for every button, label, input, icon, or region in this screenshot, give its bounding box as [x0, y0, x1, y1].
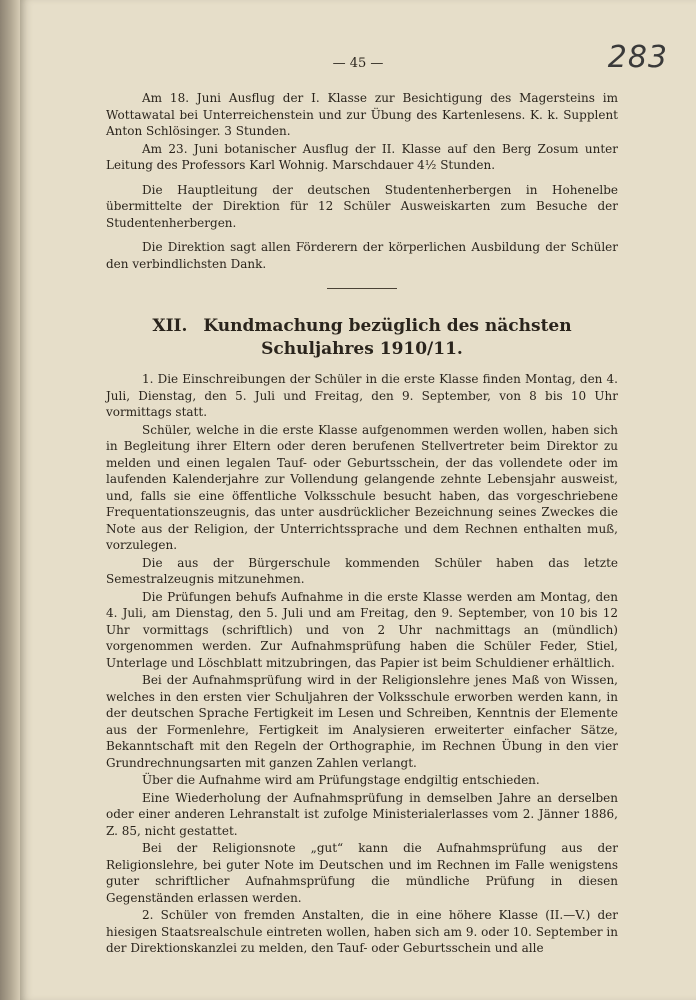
paragraph-exam-waiver: Bei der Religionsnote „gut“ kann die Aufnahmsprüfung aus der Religionslehre, bei guter Note im Deutschen und im Rechnen im Falle wenigstens guter schriftlicher Aufnahmsprüfung die mündliche Prüfung in diesen Gegenständen erlassen werden.: [106, 841, 618, 905]
paragraph-student-hostels: Die Hauptleitung der deutschen Studentenherbergen in Hohenelbe übermittelte der Direktion für 12 Schüler Ausweiskarten zum Besuche der Studentenherbergen.: [106, 182, 618, 230]
section-number: XII.: [152, 316, 188, 336]
paragraph-enrollment-dates: 1. Die Einschreibungen der Schüler in die erste Klasse finden Montag, den 4. Juli, Dienstag, den 5. Juli und Freitag, den 9. September, von 8 bis 10 Uhr vormittags statt.: [106, 372, 618, 419]
paragraph-transfer-students: 2. Schüler von fremden Anstalten, die in eine höhere Klasse (II.—V.) der hiesigen Staatsrealschule eintreten wollen, haben sich am 9. oder 10. September in der Direktionskanzlei zu melden, den Tauf- oder Geburtsschein und alle: [106, 908, 618, 955]
document-page: [20, 0, 696, 1000]
paragraph-exam-content: Bei der Aufnahmsprüfung wird in der Religionslehre jenes Maß von Wissen, welches in den ersten vier Schuljahren der Volksschule erworben werden kann, in der deutschen Sprache Fertigkeit im Lesen und Schreiben, Kenntnis der Elemente aus der Formenlehre, Fertigkeit im Analysieren erweiterter einfacher Sätze, Bekanntschaft mit den Regeln der Orthographie, im Rechnen Übung in den vier Grundrechnungsarten mit ganzen Zahlen verlangt.: [106, 673, 618, 770]
handwritten-page-note: 283: [607, 40, 668, 75]
page-number: — 45 —: [332, 56, 384, 71]
paragraph-excursion-2: Am 23. Juni botanischer Ausflug der II. Klasse auf den Berg Zosum unter Leitung des Professors Karl Wohnig. Marschdauer 4½ Stunden.: [106, 141, 618, 172]
section-heading: [106, 315, 618, 361]
paragraph-repeat-exam: Eine Wiederholung der Aufnahmsprüfung in demselben Jahre an derselben oder einer anderen Lehranstalt ist zufolge Ministerialerlasses vom 2. Jänner 1886, Z. 85, nicht gestattet.: [106, 790, 618, 838]
paragraph-admission-decision: Über die Aufnahme wird am Prüfungstage endgiltig entschieden.: [142, 773, 540, 787]
paragraph-thanks: Die Direktion sagt allen Förderern der körperlichen Ausbildung der Schüler den verbindlichsten Dank.: [106, 240, 618, 271]
paragraph-buergerschule: Die aus der Bürgerschule kommenden Schüler haben das letzte Semestralzeugnis mitzunehmen.: [106, 555, 618, 586]
section-title: Kundmachung bezüglich des nächsten Schuljahres 1910/11.: [203, 316, 572, 359]
paragraph-excursion-1: Am 18. Juni Ausflug der I. Klasse zur Besichtigung des Magersteins im Wottawatal bei Unterreichenstein und zur Übung des Kartenlesens. K. k. Supplent Anton Schlösinger. 3 Stunden.: [106, 91, 618, 138]
book-spine: [0, 0, 20, 1000]
paragraph-enrollment-requirements: Schüler, welche in die erste Klasse aufgenommen werden wollen, haben sich in Begleitung ihrer Eltern oder deren berufenen Stellvertreter beim Direktor zu melden und einen legalen Tauf- oder Geburtsschein, der das vollendete oder im laufenden Kalenderjahre zur Vollendung gelangende zehnte Lebensjahr ausweist, und, falls sie eine öffentliche Volksschule besucht haben, das vorgeschriebene Frequentationszeugnis, das unter ausdrücklicher Bezeichnung seines Zweckes die Note aus der Religion, der Unterrichtssprache und dem Rechnen enthalten muß, vorzulegen.: [106, 422, 618, 552]
section-divider: [327, 288, 397, 289]
paragraph-exam-dates: Die Prüfungen behufs Aufnahme in die erste Klasse werden am Montag, den 4. Juli, am Dienstag, den 5. Juli und am Freitag, den 9. September, von 10 bis 12 Uhr vormittags (schriftlich) und von 2 Uhr nachmittags an (mündlich) vorgenommen werden. Zur Aufnahmsprüfung haben die Schüler Feder, Stiel, Unterlage und Löschblatt mitzubringen, das Papier ist beim Schuldiener erhältlich.: [106, 589, 618, 670]
page-content: [106, 90, 618, 958]
